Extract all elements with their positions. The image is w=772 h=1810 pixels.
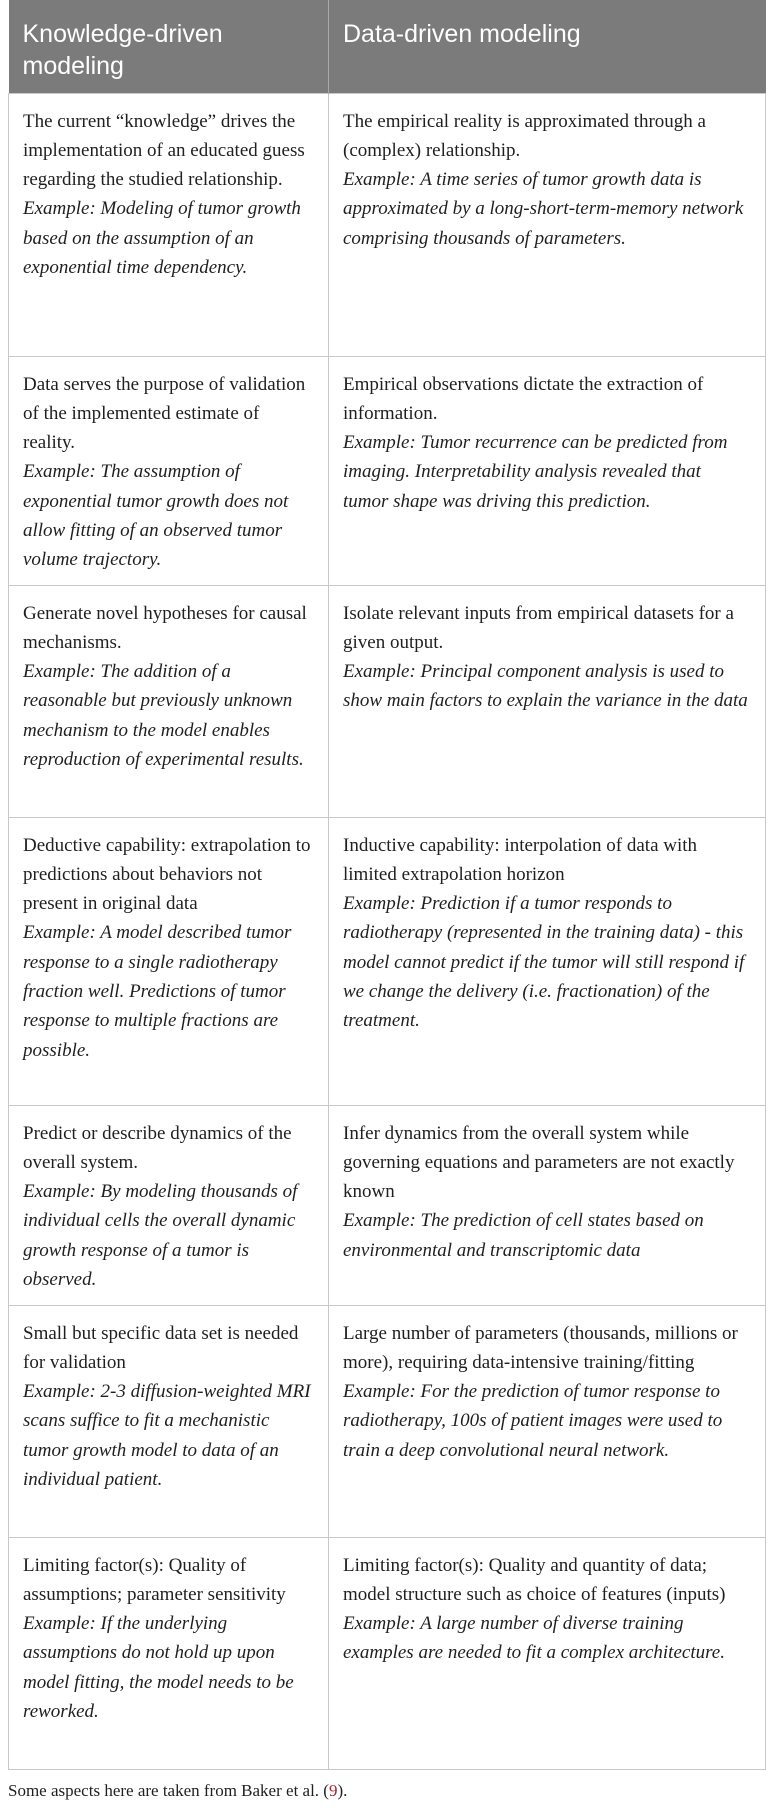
table-row [9, 93, 766, 356]
knowledge-cell [9, 93, 329, 356]
reference-link[interactable]: 9 [328, 1781, 338, 1800]
data-cell [329, 585, 766, 817]
header-knowledge-driven: Knowledge-driven modeling [9, 0, 329, 93]
cell-example: Example: If the underlying assumptions do not hold up upon model fitting, the model needs to be reworked. [23, 1613, 294, 1723]
data-cell [329, 1105, 766, 1305]
cell-text: Generate novel hypotheses for causal mechanisms. [23, 602, 307, 653]
cell-example: Example: For the prediction of tumor response to radiotherapy, 100s of patient images were used to train a deep convolutional neural network. [343, 1381, 723, 1461]
cell-text: Limiting factor(s): Quality of assumptions; parameter sensitivity [23, 1554, 286, 1605]
table-footnote [8, 1780, 765, 1802]
data-cell [329, 1305, 766, 1537]
cell-text: The empirical reality is approximated through a (complex) relationship. [343, 110, 706, 161]
knowledge-cell [9, 817, 329, 1105]
table-row [9, 1537, 766, 1769]
cell-example: Example: Modeling of tumor growth based on the assumption of an exponential time dependency. [23, 198, 301, 278]
header-data-driven: Data-driven modeling [329, 0, 766, 93]
table-row [9, 1305, 766, 1537]
table-header-row [9, 0, 766, 93]
cell-text: Infer dynamics from the overall system while governing equations and parameters are not exactly known [343, 1122, 735, 1203]
cell-text: Limiting factor(s): Quality and quantity of data; model structure such as choice of features (inputs) [343, 1554, 726, 1605]
table-row [9, 817, 766, 1105]
cell-example: Example: A model described tumor response to a single radiotherapy fraction well. Predictions of tumor response to multiple fractions are possible. [23, 922, 292, 1061]
cell-example: Example: A time series of tumor growth data is approximated by a long-short-term-memory network comprising thousands of parameters. [343, 169, 744, 249]
data-cell [329, 93, 766, 356]
cell-text: Empirical observations dictate the extraction of information. [343, 373, 704, 424]
footnote-text: Some aspects here are taken from Baker et al. ( [8, 1781, 329, 1800]
footnote-suffix: ). [337, 1781, 348, 1800]
table-row [9, 585, 766, 817]
comparison-table [8, 0, 766, 1770]
cell-example: Example: Tumor recurrence can be predicted from imaging. Interpretability analysis revealed that tumor shape was driving this prediction. [343, 432, 728, 512]
cell-text: Small but specific data set is needed for validation [23, 1322, 299, 1373]
cell-example: Example: The assumption of exponential tumor growth does not allow fitting of an observed tumor volume trajectory. [23, 461, 289, 571]
cell-example: Example: Principal component analysis is used to show main factors to explain the variance in the data [343, 661, 748, 712]
cell-example: Example: The prediction of cell states based on environmental and transcriptomic data [343, 1210, 704, 1261]
table-row [9, 1105, 766, 1305]
knowledge-cell [9, 1537, 329, 1769]
knowledge-cell [9, 1305, 329, 1537]
knowledge-cell [9, 585, 329, 817]
cell-text: The current “knowledge” drives the implementation of an educated guess regarding the studied relationship. [23, 110, 305, 191]
data-cell [329, 817, 766, 1105]
cell-text: Inductive capability: interpolation of data with limited extrapolation horizon [343, 834, 698, 885]
cell-text: Isolate relevant inputs from empirical datasets for a given output. [343, 602, 734, 653]
cell-example: Example: Prediction if a tumor responds to radiotherapy (represented in the training data) - this model cannot predict if the tumor will still respond if we change the delivery (i.e. fractionation) of the treatment. [343, 893, 745, 1032]
knowledge-cell [9, 1105, 329, 1305]
knowledge-cell [9, 356, 329, 585]
cell-example: Example: The addition of a reasonable but previously unknown mechanism to the model enables reproduction of experimental results. [23, 661, 304, 771]
data-cell [329, 356, 766, 585]
cell-example: Example: By modeling thousands of individual cells the overall dynamic growth response of a tumor is observed. [23, 1181, 298, 1291]
cell-text: Data serves the purpose of validation of the implemented estimate of reality. [23, 373, 306, 454]
cell-example: Example: 2-3 diffusion-weighted MRI scans suffice to fit a mechanistic tumor growth model to data of an individual patient. [23, 1381, 311, 1491]
cell-text: Large number of parameters (thousands, millions or more), requiring data-intensive training/fitting [343, 1322, 738, 1373]
data-cell [329, 1537, 766, 1769]
cell-example: Example: A large number of diverse training examples are needed to fit a complex architecture. [343, 1613, 725, 1664]
table-row [9, 356, 766, 585]
cell-text: Predict or describe dynamics of the overall system. [23, 1122, 292, 1173]
cell-text: Deductive capability: extrapolation to predictions about behaviors not present in original data [23, 834, 311, 915]
